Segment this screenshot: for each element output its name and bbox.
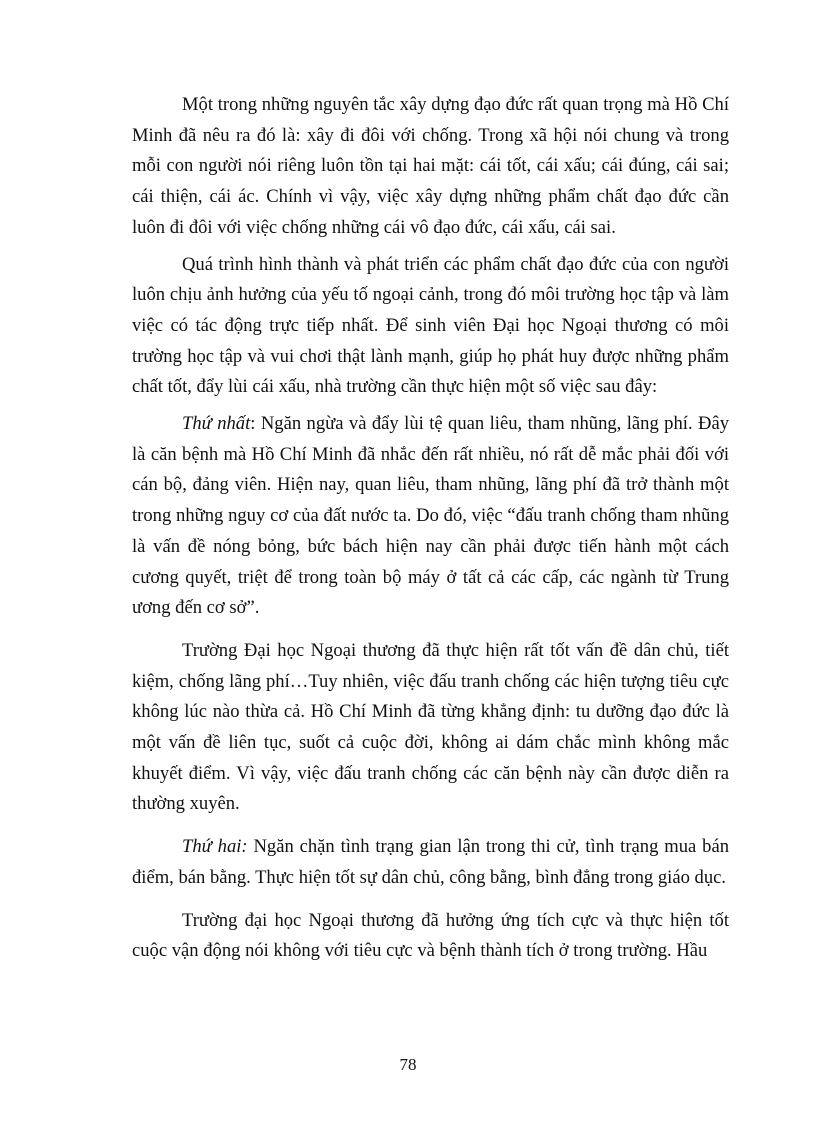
paragraph-second-measure	[132, 832, 729, 893]
page-number: 78	[399, 1055, 417, 1074]
paragraph-text: Một trong những nguyên tắc xây dựng đạo đức rất quan trọng mà Hồ Chí Minh đã nêu ra đó là: xây đi đôi với chống. Trong xã hội nói chung và trong mỗi con người nói riêng luôn tồn tại hai mặt: cái tốt, cái xấu; cái đúng, cái sai; cái thiện, cái ác. Chính vì vậy, việc xây dựng những phẩm chất đạo đức cần luôn đi đôi với việc chống những cái vô đạo đức, cái xấu, cái sai.	[132, 94, 729, 238]
paragraph-university-practice	[132, 636, 729, 820]
paragraph-text: Trường đại học Ngoại thương đã hưởng ứng tích cực và thực hiện tốt cuộc vận động nói không với tiêu cực và bệnh thành tích ở trong trường. Hầu	[132, 909, 729, 962]
paragraph-text: Quá trình hình thành và phát triển các phẩm chất đạo đức của con người luôn chịu ảnh hưởng của yếu tố ngoại cảnh, trong đó môi trường học tập và làm việc có tác động trực tiếp nhất. Để sinh viên Đại học Ngoại thương có môi trường học tập và vui chơi thật lành mạnh, giúp họ phát huy được những phẩm chất tốt, đẩy lùi cái xấu, nhà trường cần thực hiện một số việc sau đây:	[132, 253, 729, 398]
paragraph-lead: Thứ nhất	[182, 413, 251, 435]
paragraph-text: : Ngăn ngừa và đẩy lùi tệ quan liêu, tham nhũng, lãng phí. Đây là căn bệnh mà Hồ Chí Minh đã nhắc đến rất nhiều, nó rất dễ mắc phải đối với cán bộ, đảng viên. Hiện nay, quan liêu, tham nhũng, lãng phí đã trở thành một trong những nguy cơ của đất nước ta. Do đó, việc “đấu tranh chống tham nhũng là vấn đề nóng bỏng, bức bách hiện nay cần phải được tiến hành một cách cương quyết, triệt để trong toàn bộ máy ở tất cả các cấp, các ngành từ Trung ương đến cơ sở”.	[132, 413, 729, 619]
paragraph-first-measure	[132, 409, 729, 624]
paragraph-text: Ngăn chặn tình trạng gian lận trong thi cử, tình trạng mua bán điểm, bán bằng. Thực hiện tốt sự dân chủ, công bằng, bình đẳng trong giáo dục.	[132, 836, 729, 888]
paragraph-lead: Thứ hai:	[182, 836, 248, 858]
paragraph-principle	[132, 90, 729, 244]
paragraph-text: Trường Đại học Ngoại thương đã thực hiện rất tốt vấn đề dân chủ, tiết kiệm, chống lãng phí…Tuy nhiên, việc đấu tranh chống các hiện tượng tiêu cực không lúc nào thừa cả. Hồ Chí Minh đã từng khẳng định: tu dưỡng đạo đức là một vấn đề liên tục, suốt cả cuộc đời, không ai dám chắc mình không mắc khuyết điểm. Vì vậy, việc đấu tranh chống các căn bệnh này cần được diễn ra thường xuyên.	[132, 639, 729, 815]
paragraph-campaign	[132, 906, 729, 967]
document-body	[132, 90, 729, 979]
paragraph-environment	[132, 250, 729, 404]
